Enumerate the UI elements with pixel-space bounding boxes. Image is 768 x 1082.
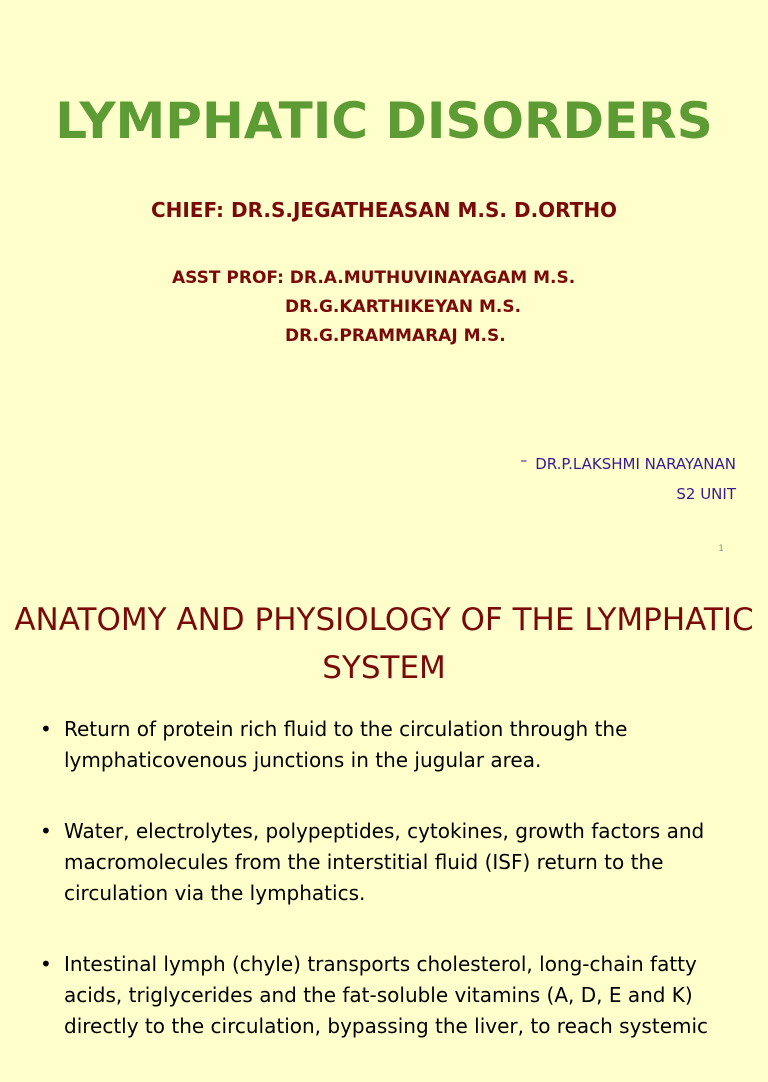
slide-title: LYMPHATIC DISORDERS xyxy=(55,92,713,150)
bullet-list xyxy=(40,714,740,1082)
bullet-text: Water, electrolytes, polypeptides, cytokines, growth factors and macromolecules from the interstitial fluid (ISF) return to the circulation via the lymphatics. xyxy=(64,819,705,905)
bullet-text: Return of protein rich fluid to the circulation through the lymphaticovenous junctions in the jugular area. xyxy=(64,717,628,772)
bullet-item xyxy=(40,714,740,776)
section-title: ANATOMY AND PHYSIOLOGY OF THE LYMPHATIC SYSTEM xyxy=(14,602,754,686)
author-name: DR.P.LAKSHMI NARAYANAN xyxy=(535,455,736,473)
bullet-item xyxy=(40,949,740,1042)
bullet-text: Intestinal lymph (chyle) transports cholesterol, long-chain fatty acids, triglycerides and the fat-soluble vitamins (A, D, E and K) directly to the circulation, bypassing the liver, to reach systemic xyxy=(64,952,709,1038)
page-number: 1 xyxy=(718,544,724,554)
bullet-icon: • xyxy=(40,717,52,741)
bullet-item xyxy=(40,816,740,909)
asst-prof-line-3: DR.G.PRAMMARAJ M.S. xyxy=(285,326,506,346)
slide-2 xyxy=(0,576,768,1038)
author-dash: – xyxy=(520,453,528,469)
bullet-icon: • xyxy=(40,952,52,976)
bullet-icon: • xyxy=(40,819,52,843)
chief-line: CHIEF: DR.S.JEGATHEASAN M.S. D.ORTHO xyxy=(150,198,618,222)
asst-prof-line-1: ASST PROF: DR.A.MUTHUVINAYAGAM M.S. xyxy=(172,268,576,288)
author-unit: S2 UNIT xyxy=(676,485,736,503)
asst-prof-line-2: DR.G.KARTHIKEYAN M.S. xyxy=(285,297,522,317)
asst-prof-block xyxy=(172,264,575,351)
author-block xyxy=(520,450,736,509)
